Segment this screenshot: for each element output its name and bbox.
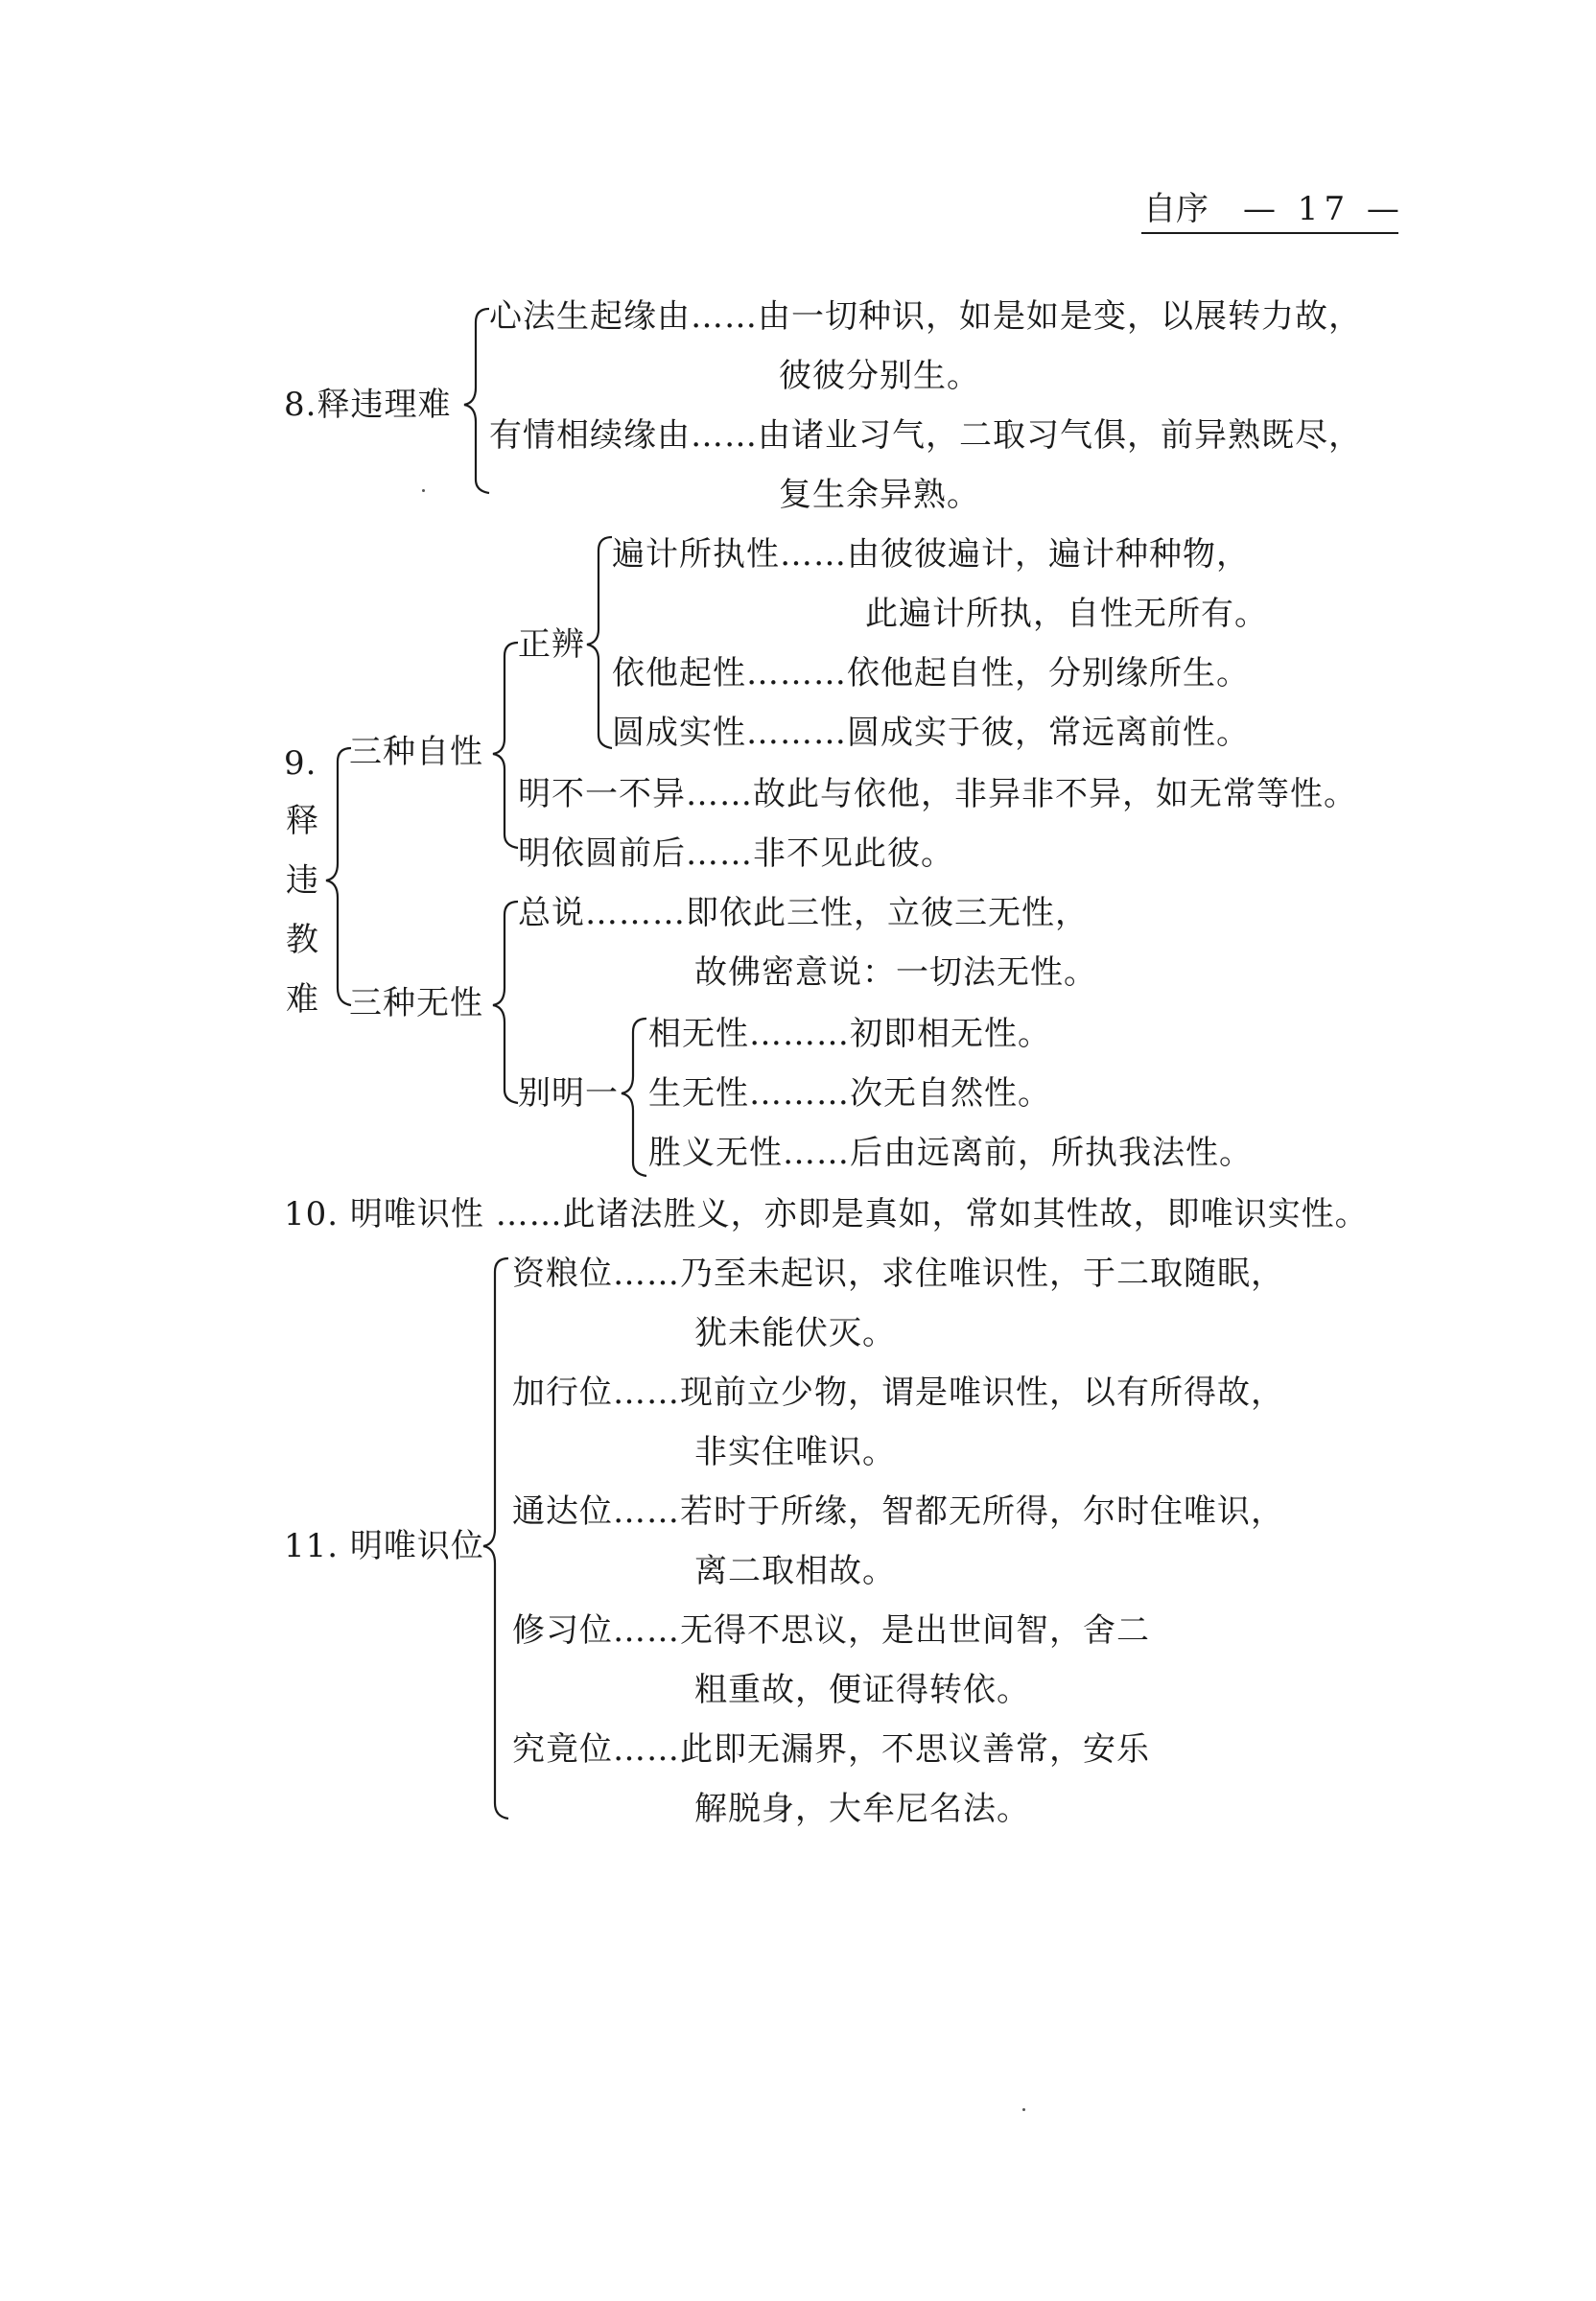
s9-zixing-line-2: 此遍计所执，自性无所有。 [865, 595, 1268, 633]
scan-speck [422, 489, 425, 492]
s11-line-8: 粗重故，便证得转依。 [694, 1671, 1030, 1709]
s9-zixing-line-5: 明不一不异……故此与依他，非异非不异，如无常等性。 [518, 775, 1357, 813]
s9-number: 9. [284, 744, 317, 783]
s11-line-4: 非实住唯识。 [694, 1433, 896, 1471]
page-number: — 17 — [1243, 190, 1405, 228]
s9-zixing-line-4: 圆成实性………圆成实于彼，常远离前性。 [612, 714, 1250, 752]
s9-label-char-3: 教 [286, 921, 319, 959]
s8-line-1: 心法生起缘由……由一切种识，如是如是变，以展转力故， [489, 297, 1362, 336]
brace-bieming [622, 1019, 646, 1176]
s9-zhengbian-label: 正辨 [518, 625, 585, 664]
s8-label: 8.释违理难 [284, 386, 452, 424]
s11-line-3: 加行位……现前立少物，谓是唯识性，以有所得故， [512, 1374, 1284, 1412]
s9-wuxing-line-1: 总说………即依此三性，立彼三无性， [518, 894, 1089, 932]
s11-line-2: 犹未能伏灭。 [694, 1314, 896, 1352]
s9-wuxing-line-2: 故佛密意说：一切法无性。 [694, 953, 1097, 992]
s9-wuxing-line-5: 胜义无性……后由远离前，所执我法性。 [648, 1134, 1253, 1172]
running-header-section: 自序 [1143, 190, 1209, 228]
brace-zixing [493, 643, 518, 848]
s11-line-9: 究竟位……此即无漏界，不思议善常，安乐 [512, 1730, 1150, 1769]
s9-label-char-2: 违 [286, 861, 319, 900]
s8-line-4: 复生余异熟。 [779, 476, 980, 514]
s9-bieming-label: 别明一 [518, 1074, 619, 1113]
s11-line-6: 离二取相故。 [694, 1552, 896, 1590]
s10-line: 10. 明唯识性 ……此诸法胜义，亦即是真如，常如其性故，即唯识实性。 [284, 1195, 1369, 1233]
scan-speck [1022, 2108, 1025, 2111]
s11-label: 11. 明唯识位 [284, 1527, 484, 1565]
s11-line-7: 修习位……无得不思议，是出世间智，舍二 [512, 1611, 1150, 1650]
s9-zixing-line-3: 依他起性………依他起自性，分别缘所生。 [612, 654, 1250, 693]
s8-line-2: 彼彼分别生。 [779, 357, 980, 395]
s9-wuxing-line-4: 生无性………次无自然性。 [648, 1074, 1051, 1113]
brace-zhengbian [587, 537, 612, 748]
brace-wuxing [493, 902, 518, 1103]
s11-line-5: 通达位……若时于所缘，智都无所得，尔时住唯识， [512, 1492, 1284, 1531]
s9-zixing-label: 三种自性 [349, 733, 483, 771]
s9-zixing-line-6: 明依圆前后……非不见此彼。 [518, 834, 954, 873]
s11-line-1: 资粮位……乃至未起识，求住唯识性，于二取随眠， [512, 1255, 1284, 1293]
brace-s11 [483, 1258, 508, 1819]
brace-s8 [464, 309, 489, 493]
s9-label-char-4: 难 [286, 980, 319, 1019]
s8-line-3: 有情相续缘由……由诸业习气，二取习气俱，前异熟既尽， [489, 416, 1362, 455]
s9-wuxing-label: 三种无性 [349, 984, 483, 1022]
s9-label-char-1: 释 [286, 802, 319, 840]
s9-zixing-line-1: 遍计所执性……由彼彼遍计，遍计种种物， [612, 535, 1250, 574]
s9-wuxing-line-3: 相无性………初即相无性。 [648, 1015, 1051, 1053]
brace-s9 [326, 748, 351, 1005]
s11-line-10: 解脱身，大牟尼名法。 [694, 1790, 1030, 1828]
